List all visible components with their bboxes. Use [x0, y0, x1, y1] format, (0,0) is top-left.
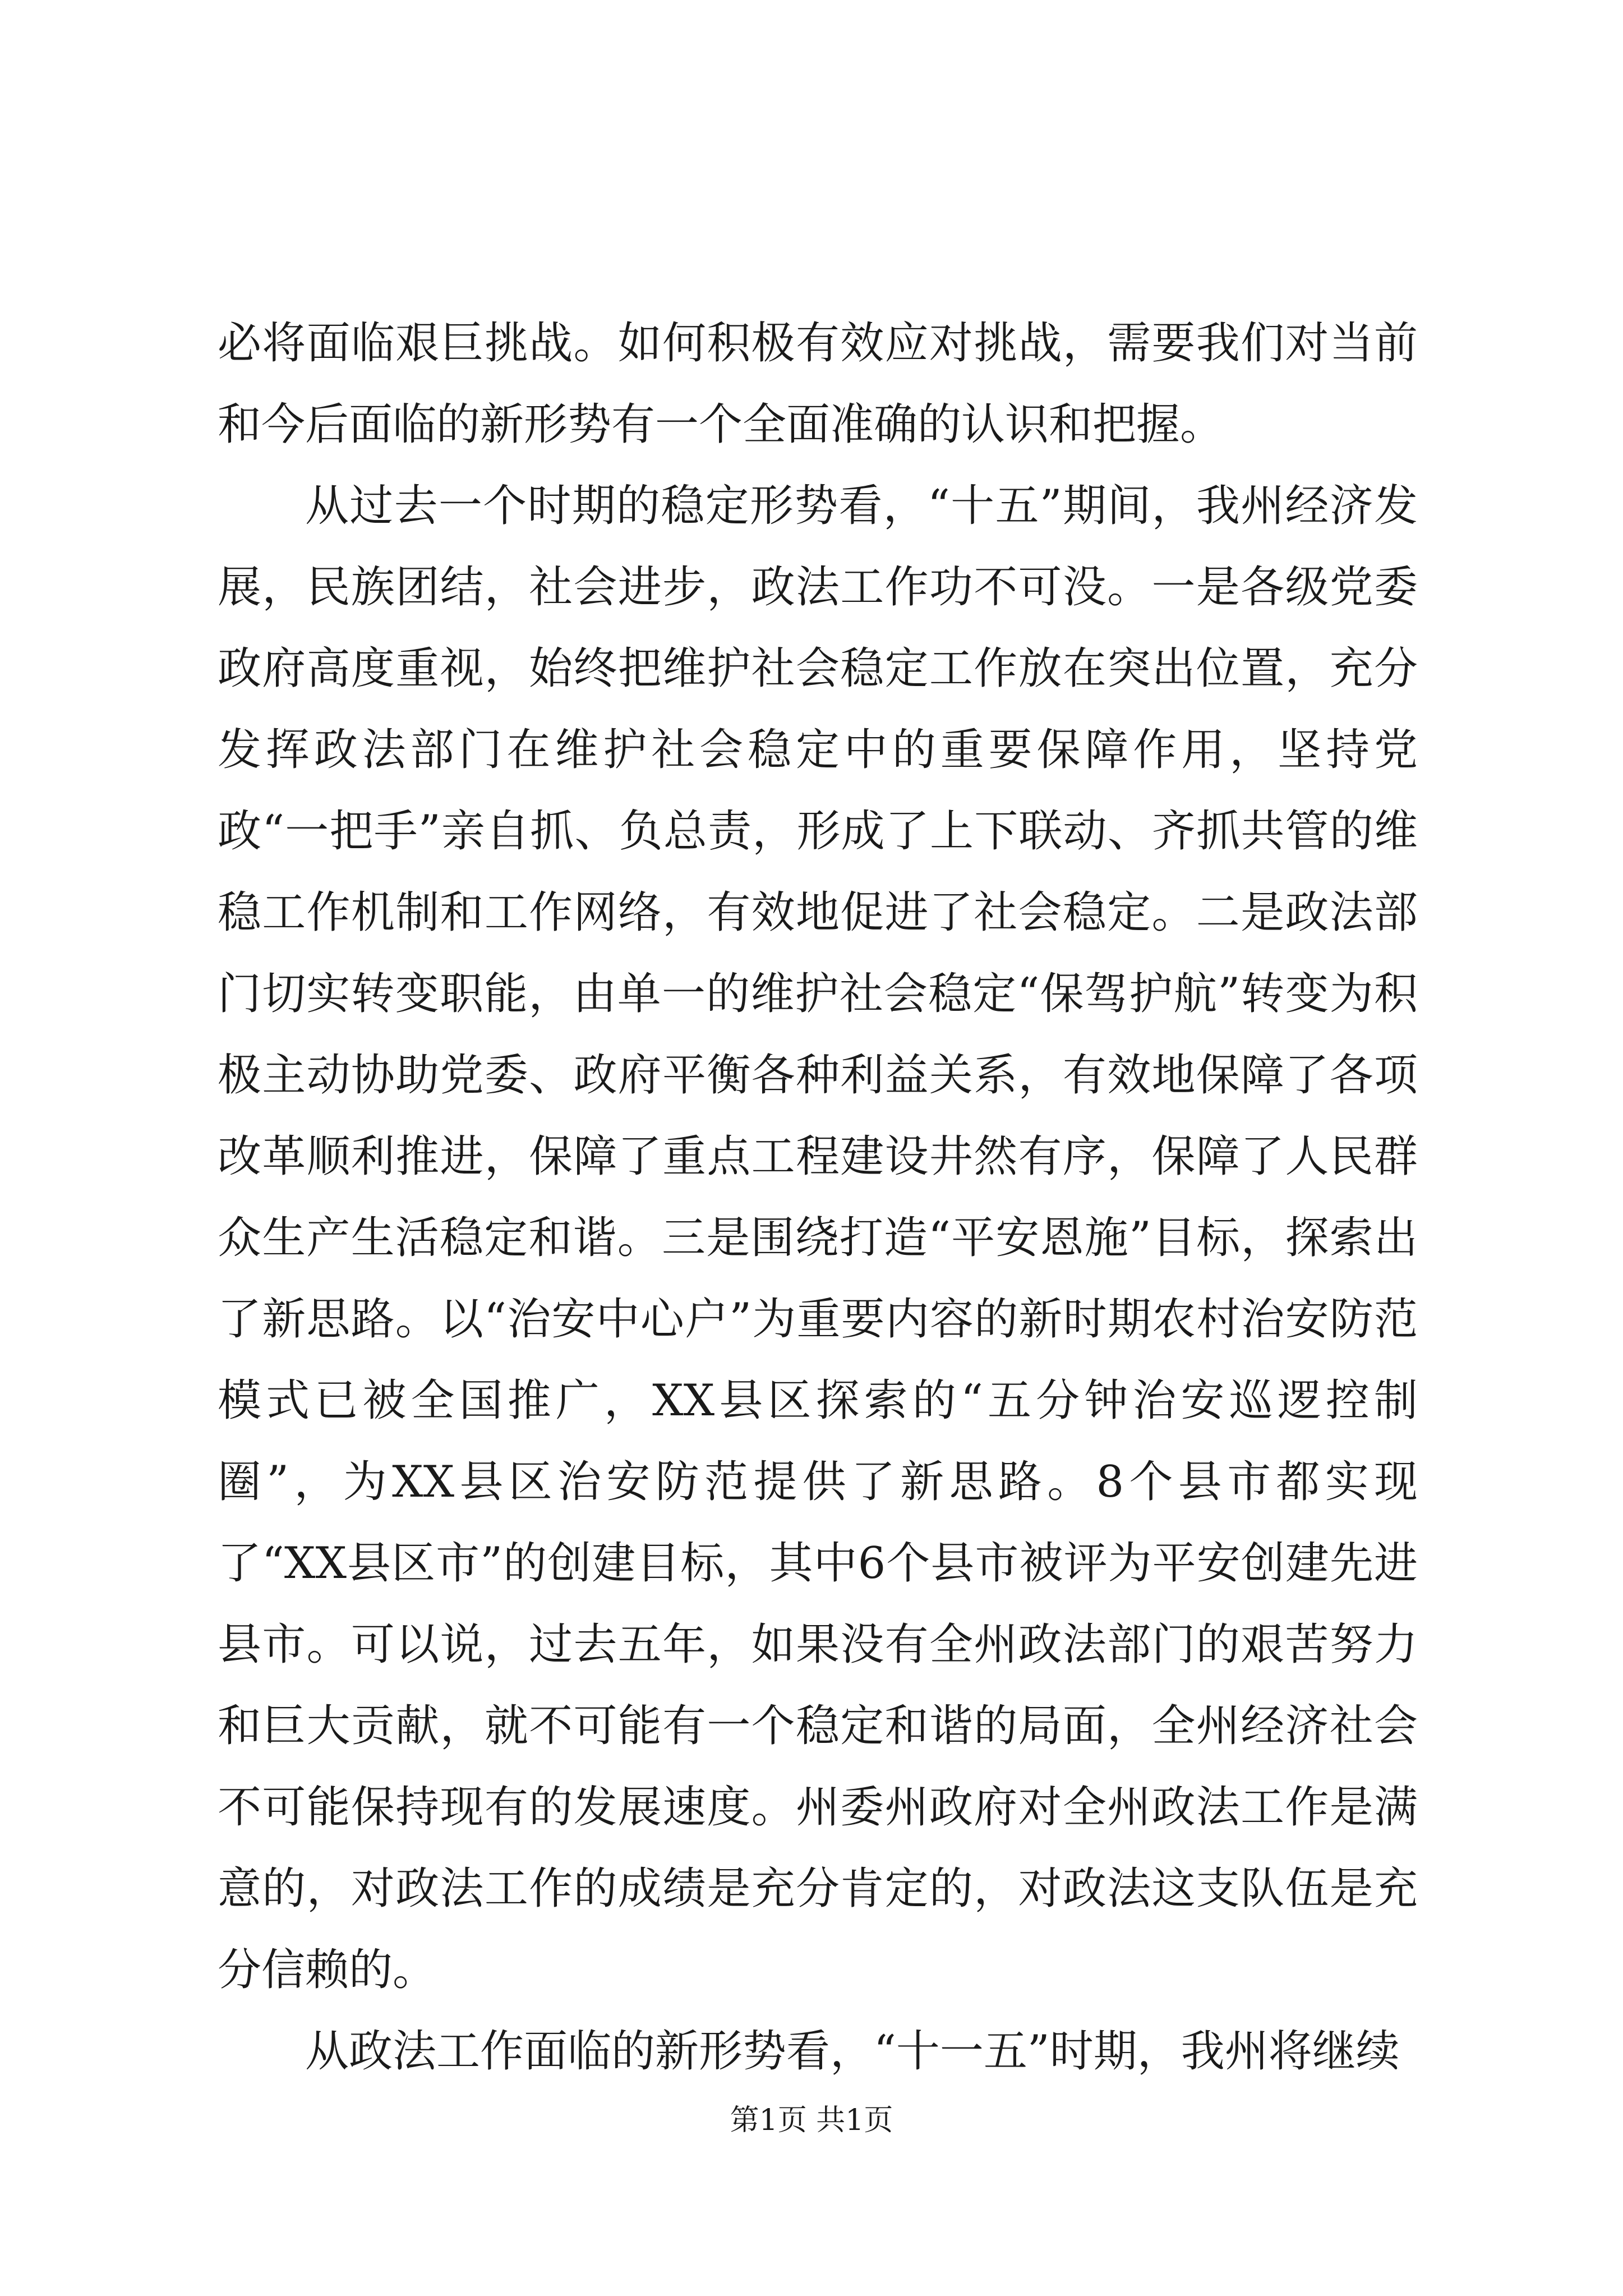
paragraph-2: 从过去一个时期的稳定形势看，“十五”期间，我州经济发展，民族团结，社会进步，政法工作功不可没。一是各级党委政府高度重视，始终把维护社会稳定工作放在突出位置，充分发挥政法部门在维护社会稳定中的重要保障作用，坚持党政“一把手”亲自抓、负总责，形成了上下联动、齐抓共管的维稳工作机制和工作网络，有效地促进了社会稳定。二是政法部门切实转变职能，由单一的维护社会稳定“保驾护航”转变为积极主动协助党委、政府平衡各种利益关系，有效地保障了各项改革顺利推进，保障了重点工程建设井然有序，保障了人民群众生产生活稳定和谐。三是围绕打造“平安恩施”目标，探索出了新思路。以“治安中心户”为重要内容的新时期农村治安防范模式已被全国推广，XX县区探索的“五分钟治安巡逻控制圈”，为XX县区治安防范提供了新思路。8个县市都实现了“XX县区市”的创建目标，其中6个县市被评为平安创建先进县市。可以说，过去五年，如果没有全州政法部门的艰苦努力和巨大贡献，就不可能有一个稳定和谐的局面，全州经济社会不可能保持现有的发展速度。州委州政府对全州政法工作是满意的，对政法工作的成绩是充分肯定的，对政法这支队伍是充分信赖的。	[218, 481, 1418, 1995]
document-body	[218, 303, 1418, 2092]
paragraph-3: 从政法工作面临的新形势看，“十一五”时期，我州将继续	[305, 2026, 1400, 2077]
paragraph-1: 必将面临艰巨挑战。如何积极有效应对挑战，需要我们对当前和今后面临的新形势有一个全面准确的认识和把握。	[218, 318, 1418, 450]
page-footer: 第1页 共1页	[730, 2104, 893, 2137]
